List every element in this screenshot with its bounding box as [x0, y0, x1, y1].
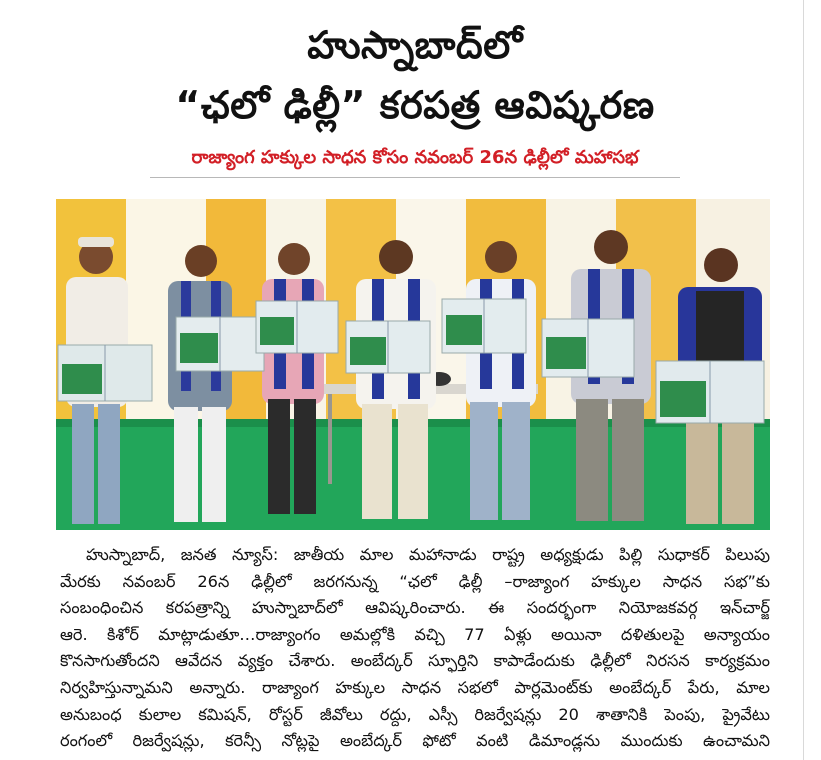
body-line: రంగంలో రిజర్వేషన్లు, కరెన్సీ నోట్లపై అంబేద్కర్ ఫోటో వంటి డిమాండ్లను ముందుకు ఉంచామని — [60, 731, 770, 751]
pamphlet — [442, 299, 526, 353]
pamphlet — [256, 301, 338, 353]
body-line: ఆరె. కిశోర్ మాట్లాడుతూ…రాజ్యాంగం అమల్లోకి వచ్చి 77 ఏళ్లు అయినా దళితులపై అన్యాయం — [60, 624, 770, 644]
body-line: కొనసాగుతోందని ఆవేదన వ్యక్తం చేశారు. అంబేద్కర్ స్ఫూర్తిని కాపాడేందుకు ఢిల్లీలో నిరసన కార్యక్రమం — [60, 651, 770, 671]
body-line: సంబంధించిన కరపత్రాన్ని హుస్నాబాద్‌లో ఆవిష్కరించారు. ఈ సందర్భంగా నియోజకవర్గ ఇన్‌చార్జ్ — [60, 598, 770, 618]
news-photo — [56, 199, 770, 530]
body-line: మేరకు నవంబర్ 26న ఢిల్లీలో జరగనున్న “ఛలో ఢిల్లీ –రాజ్యాంగ హక్కుల సాధన సభ”కు — [60, 571, 770, 591]
body-line: నిర్వహిస్తున్నామని అన్నారు. రాజ్యాంగ హక్కుల సాధన సభలో పార్లమెంట్‌కు అంబేద్కర్ పేరు, మాల — [60, 677, 770, 697]
column-divider — [803, 0, 804, 760]
pamphlet — [346, 321, 430, 373]
headline-rule — [150, 177, 680, 178]
headline-line-2: “ఛలో ఢిల్లీ” కరపత్ర ఆవిష్కరణ — [175, 83, 655, 127]
pamphlet — [542, 319, 634, 377]
pamphlet — [176, 317, 264, 371]
pamphlet — [656, 361, 764, 423]
article-body — [60, 542, 770, 755]
pamphlet — [58, 345, 152, 401]
subheadline: రాజ్యాంగ హక్కుల సాధన కోసం నవంబర్ 26న ఢిల్లీలో మహాసభ — [191, 147, 639, 168]
headline-line-1: హుస్నాబాద్‌లో — [307, 23, 523, 67]
body-line: హుస్నాబాద్, జనత న్యూస్: జాతీయ మాల మహానాడు రాష్ట్ర అధ్యక్షుడు పిల్లి సుధాకర్ పిలుపు — [86, 545, 770, 564]
body-line: అనుబంధ కులాల కమిషన్, రోస్టర్ జీవోలు రద్దు, ఎస్సీ రిజర్వేషన్లు 20 శాతానికి పెంపు, ప్రైవేటు — [60, 704, 770, 724]
